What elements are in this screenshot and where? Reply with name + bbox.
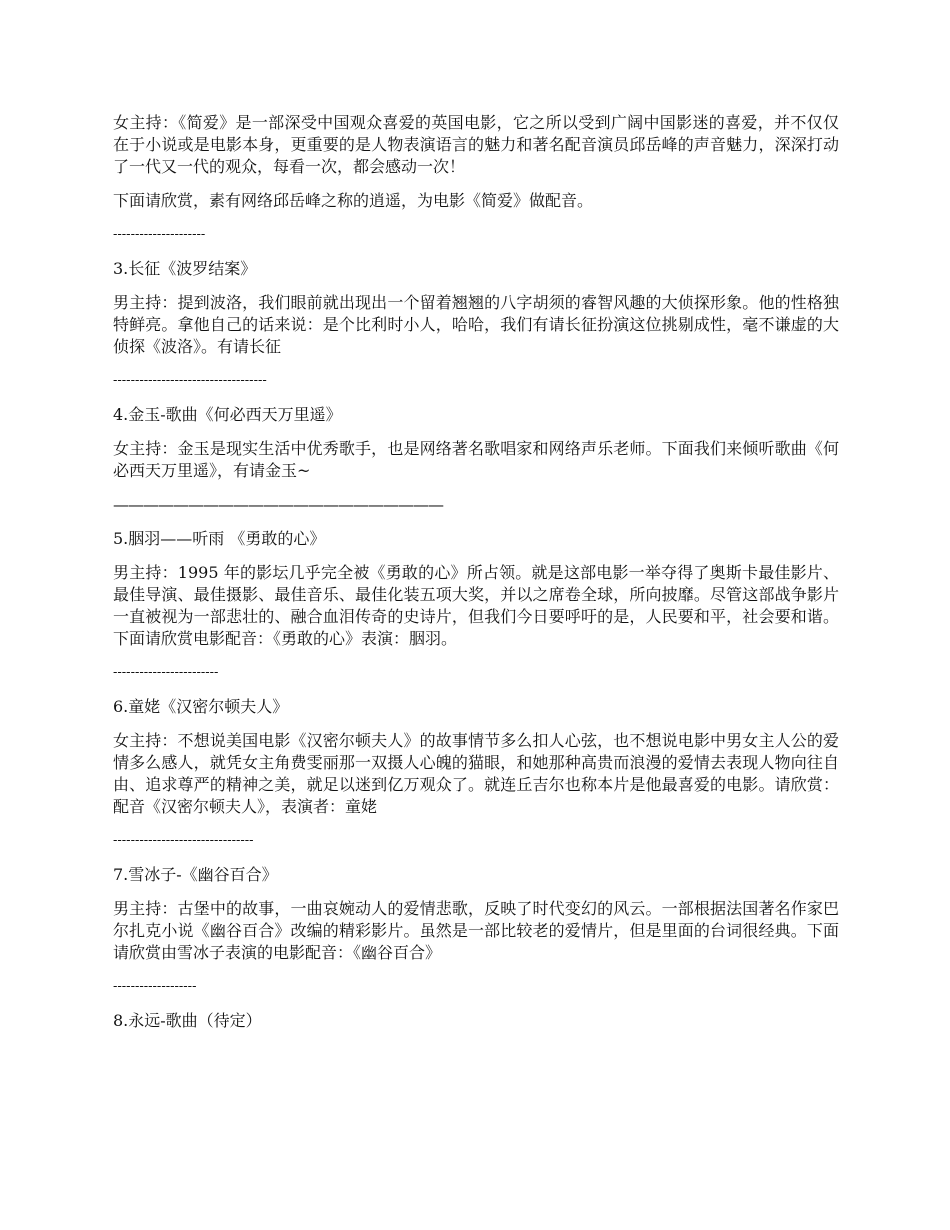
separator-line: --------------------------------	[113, 833, 254, 848]
separator-line: -----------------------------------	[113, 373, 267, 388]
section-heading-7: 7.雪冰子-《幽谷百合》	[113, 865, 278, 884]
paragraph-lady-hamilton-intro: 女主持：不想说美国电影《汉密尔顿夫人》的故事情节多么扣人心弦，也不想说电影中男女主人公的爱情多么感人，就凭女主角费雯丽那一双摄人心魄的猫眼，和她那种高贵而浪漫的爱情去表现人物向往自由、追求尊严的精神之美，就足以迷到亿万观众了。就连丘吉尔也称本片是他最喜爱的电影。请欣赏：配音《汉密尔顿夫人》，表演者：童姥	[113, 731, 839, 816]
separator-line: -------------------	[113, 979, 197, 994]
paragraph-jinyu-intro: 女主持：金玉是现实生活中优秀歌手，也是网络著名歌唱家和网络声乐老师。下面我们来倾听歌曲《何必西天万里遥》，有请金玉~	[113, 439, 839, 480]
section-heading-4: 4.金玉-歌曲《何必西天万里遥》	[113, 405, 342, 424]
section-heading-5: 5.胭羽——听雨 《勇敢的心》	[113, 529, 326, 548]
separator-line: ------------------------	[113, 665, 219, 680]
paragraph-lily-valley-intro: 男主持：古堡中的故事，一曲哀婉动人的爱情悲歌，反映了时代变幻的风云。一部根据法国著名作家巴尔扎克小说《幽谷百合》改编的精彩影片。虽然是一部比较老的爱情片，但是里面的台词很经典。下面请欣赏由雪冰子表演的电影配音：《幽谷百合》	[113, 899, 839, 962]
section-heading-8: 8.永远-歌曲（待定）	[113, 1011, 262, 1030]
paragraph-poirot-intro: 男主持：提到波洛，我们眼前就出现出一个留着翘翘的八字胡须的睿智风趣的大侦探形象。他的性格独特鲜亮。拿他自己的话来说：是个比利时小人，哈哈，我们有请长征扮演这位挑剔成性，毫不谦虚的大侦探《波洛》。有请长征	[113, 293, 839, 356]
separator-line: ---------------------	[113, 227, 206, 242]
section-heading-3: 3.长征《波罗结案》	[113, 259, 257, 278]
paragraph-jane-eyre-invite: 下面请欣赏，素有网络邱岳峰之称的逍遥，为电影《简爱》做配音。	[113, 191, 594, 210]
document-page	[113, 112, 839, 1044]
separator-line: ——————————————————————	[113, 495, 443, 514]
paragraph-braveheart-intro: 男主持：1995 年的影坛几乎完全被《勇敢的心》所占领。就是这部电影一举夺得了奥斯卡最佳影片、最佳导演、最佳摄影、最佳音乐、最佳化装五项大奖，并以之席卷全球，所向披靡。尽管这部战争影片一直被视为一部悲壮的、融合血泪传奇的史诗片，但我们今日要呼吁的是，人民要和平，社会要和谐。下面请欣赏电影配音：《勇敢的心》表演：胭羽。	[113, 563, 839, 648]
section-heading-6: 6.童姥《汉密尔顿夫人》	[113, 697, 289, 716]
paragraph-jane-eyre-intro: 女主持：《简爱》是一部深受中国观众喜爱的英国电影，它之所以受到广阔中国影迷的喜爱，并不仅仅在于小说或是电影本身，更重要的是人物表演语言的魅力和著名配音演员邱岳峰的声音魅力，深深打动了一代又一代的观众，每看一次，都会感动一次！	[113, 113, 839, 176]
